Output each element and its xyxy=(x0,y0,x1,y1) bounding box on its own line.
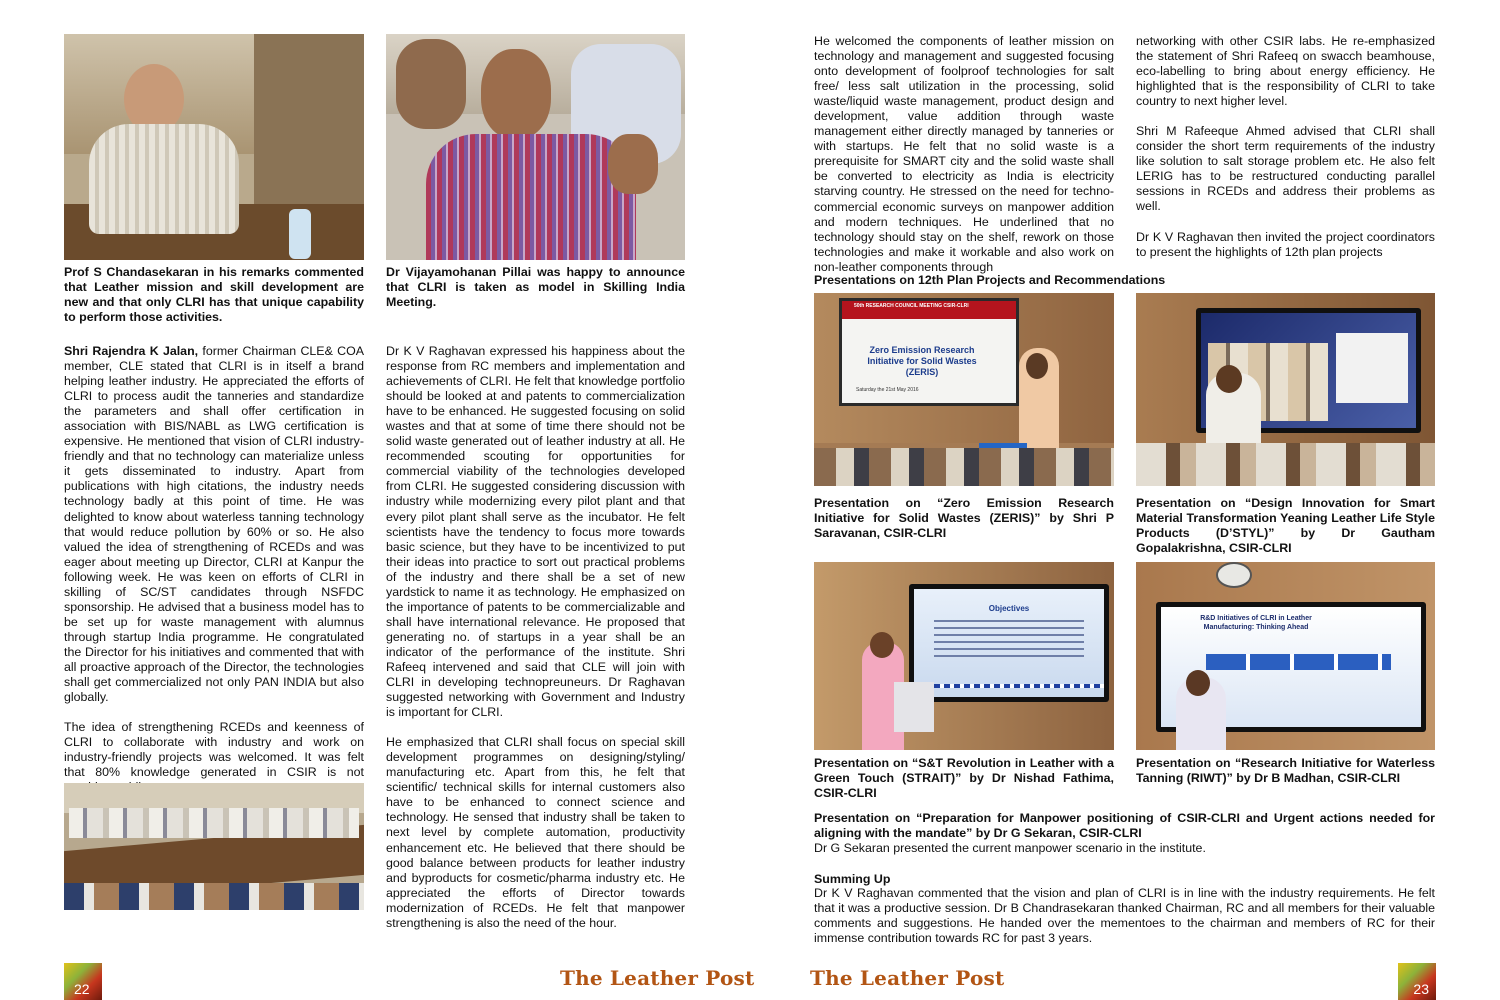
magazine-title-left: The Leather Post xyxy=(560,966,755,990)
paragraph-jalan xyxy=(64,344,364,705)
heading-summing-up: Summing Up xyxy=(814,872,891,886)
left-col1-text xyxy=(64,344,364,795)
paragraph-networking: networking with other CSIR labs. He re-emphasized the statement of Shri Rafeeq on swacch beamhouse, eco-labelling to bring about energy efficiency. He highlighted that is the responsibility of CLRI to take country to next higher level. xyxy=(1136,34,1435,109)
page-number-box-left xyxy=(64,963,102,1000)
photo-zeris-presentation xyxy=(814,293,1114,486)
caption-photo-chandasekaran: Prof S Chandasekaran in his remarks commented that Leather mission and skill development are new and that only CLRI has that unique capability to perform those activities. xyxy=(64,265,364,325)
right-col1-text: He welcomed the components of leather mission on technology and management and suggested focusing onto development of foolproof technologies for salt free/ less salt utilization in the processing, solid waste/liquid waste management, product design and development, value addition through waste management either directly managed by tanneries or with startups. He felt that no solid waste is a prerequisite for SMART city and the solid waste shall be converted to electricity as India is electricity starving country. He stressed on the need for techno-commercial economic surveys on manpower addition and modern techniques. He underlined that no technology should stay on the shelf, rework on those technologies and make it workable and also work on non-leather components through xyxy=(814,34,1114,274)
paragraph-skill-development: He emphasized that CLRI shall focus on special skill development programmes on designing/styling/ manufacturing etc. Apart from this, he felt that scientific/ technical skills for internal customers also have to be enhanced to connect science and technology. He sensed that industry shall be taken to next level by complete automation, productivity enhancement etc. He believed that there should be good balance between products for leather industry and byproducts for cosmetic/pharma industry etc. He appreciated the efforts of Director towards modernization of RCEDs. He felt that manpower strengthening is also the need of the hour. xyxy=(386,735,685,930)
left-col2-text xyxy=(386,344,685,931)
speaker-name-jalan: Shri Rajendra K Jalan, xyxy=(64,344,199,358)
photo-dstyl-presentation xyxy=(1136,293,1435,486)
page-number-left: 22 xyxy=(74,981,90,997)
photo-strait-presentation xyxy=(814,562,1114,750)
caption-strait: Presentation on “S&T Revolution in Leather with a Green Touch (STRAIT)” by Dr Nishad Fathima, CSIR-CLRI xyxy=(814,756,1114,801)
zeris-slide-title: Zero Emission Research Initiative for Solid Wastes (ZERIS) xyxy=(867,345,977,377)
paragraph-rceds: The idea of strengthening RCEDs and keenness of CLRI to collaborate with industry and work on industry-friendly projects was welcomed. It was felt that 80% knowledge generated in CSIR is not xyxy=(64,720,364,780)
page-number-right: 23 xyxy=(1413,981,1429,997)
caption-riwt: Presentation on “Research Initiative for Waterless Tanning (RIWT)” by Dr B Madhan, CSIR-CLRI xyxy=(1136,756,1435,786)
caption-zeris: Presentation on “Zero Emission Research Initiative for Solid Wastes (ZERIS)” by Shri P Saravanan, CSIR-CLRI xyxy=(814,496,1114,541)
page-number-box-right xyxy=(1398,963,1436,1000)
heading-manpower-presentation: Presentation on “Preparation for Manpower positioning of CSIR-CLRI and Urgent actions needed for aligning with the mandate” by Dr G Sekaran, CSIR-CLRI xyxy=(814,811,1435,841)
right-col2-text xyxy=(1136,34,1435,260)
paragraph-invite-coordinators: Dr K V Raghavan then invited the project coordinators to present the highlights of 12th plan projects xyxy=(1136,229,1435,259)
caption-dstyl: Presentation on “Design Innovation for Smart Material Transformation Yeaning Leather Life Style Products (D’STYL)” by Dr Gautham Gopalakrishna, CSIR-CLRI xyxy=(1136,496,1435,556)
photo-riwt-presentation xyxy=(1136,562,1435,750)
section-heading-presentations: Presentations on 12th Plan Projects and Recommendations xyxy=(814,273,1166,287)
text-summing-up: Dr K V Raghavan commented that the vision and plan of CLRI is in line with the industry requirements. He felt that it was a productive session. Dr B Chandrasekaran thanked Chairman, RC and all members for their valuable comments and suggestions. He handed over the mementoes to the chairman and members of RC for their immense contribution towards RC for past 3 years. xyxy=(814,886,1435,946)
text-manpower-scenario: Dr G Sekaran presented the current manpower scenario in the institute. xyxy=(814,841,1206,855)
paragraph-jalan-body: former Chairman CLE& COA member, CLE stated that CLRI is in itself a brand helping leather industry. He appreciated the efforts of CLRI to process audit the tanneries and standardize the parameters and shall offer certification in association with BIS/NABL as LWG certification is expensive. He mentioned that vision of CLRI industry-friendly and that no technology can materialize unless it gets disseminated to industry. Apart from publications with high citations, the industry needs technology badly at this point of time. He was delighted to know about waterless tanning technology that would reduce pollution by 60% or so. He also valued the idea of strengthening of RCEDs and was eager about meeting up Director, CLRI at Kanpur the following week. He was keen on efforts of CLRI in skilling of SC/ST candidates through NSFDC sponsorship. He advised that a business model has to be set up for waste management with alumnus through startup India programme. He congratulated the Director for his initiatives and commented that with all proactive approach of the Director, the technologies shall get commercialized not only PAN INDIA but also globally. xyxy=(64,344,364,705)
riwt-slide-title: R&D Initiatives of CLRI in Leather Manufacturing: Thinking Ahead xyxy=(1200,615,1312,631)
zeris-slide-header: 50th RESEARCH COUNCIL MEETING CSIR-CLRI xyxy=(854,303,969,309)
paragraph-rafeeque: Shri M Rafeeque Ahmed advised that CLRI shall consider the short term requirements of the industry like solution to salt storage problem etc. He also felt LERIG has to be restructured conducting parallel sessions in RCEDs and address their problems as well. xyxy=(1136,124,1435,214)
photo-dr-pillai xyxy=(386,34,685,260)
photo-meeting-room xyxy=(64,783,364,910)
zeris-slide-date: Saturday the 21st May 2016 xyxy=(856,387,919,393)
caption-photo-pillai: Dr Vijayamohanan Pillai was happy to announce that CLRI is taken as model in Skilling India Meeting. xyxy=(386,265,685,310)
magazine-title-right: The Leather Post xyxy=(810,966,1005,990)
strait-slide-title: Objectives xyxy=(988,604,1030,613)
photo-prof-chandasekaran xyxy=(64,34,364,260)
paragraph-raghavan-response: Dr K V Raghavan expressed his happiness about the response from RC members and implementation and achievements of CLRI. He felt that knowledge portfolio should be looked at and patents to commercialization have to be enhanced. He suggested focusing on solid wastes and that at some of time there should not be solid waste generated out of leather industry at all. He recommended scouting for opportunities for commercial viability of the technologies developed from CLRI. He suggested considering discussion with industry while modernizing every pilot plant and that every pilot plant shall serve as the incubator. He felt scientists have the tendency to focus more towards basic science, but they have to be incentivized to put their ideas into practice to sort out practical problems of the industry and there shall be a set of new yardstick to name it as technology. He emphasized on the importance of patents to be commercializable and shall have international relevance. He proposed that generating no. of startups in a year shall be an indicator of the performance of the institute. Shri Rafeeq intervened and said that CLE will join with CLRI in developing technopreuneurs. Dr Raghavan suggested networking with Government and Industry is important for CLRI. xyxy=(386,344,685,720)
